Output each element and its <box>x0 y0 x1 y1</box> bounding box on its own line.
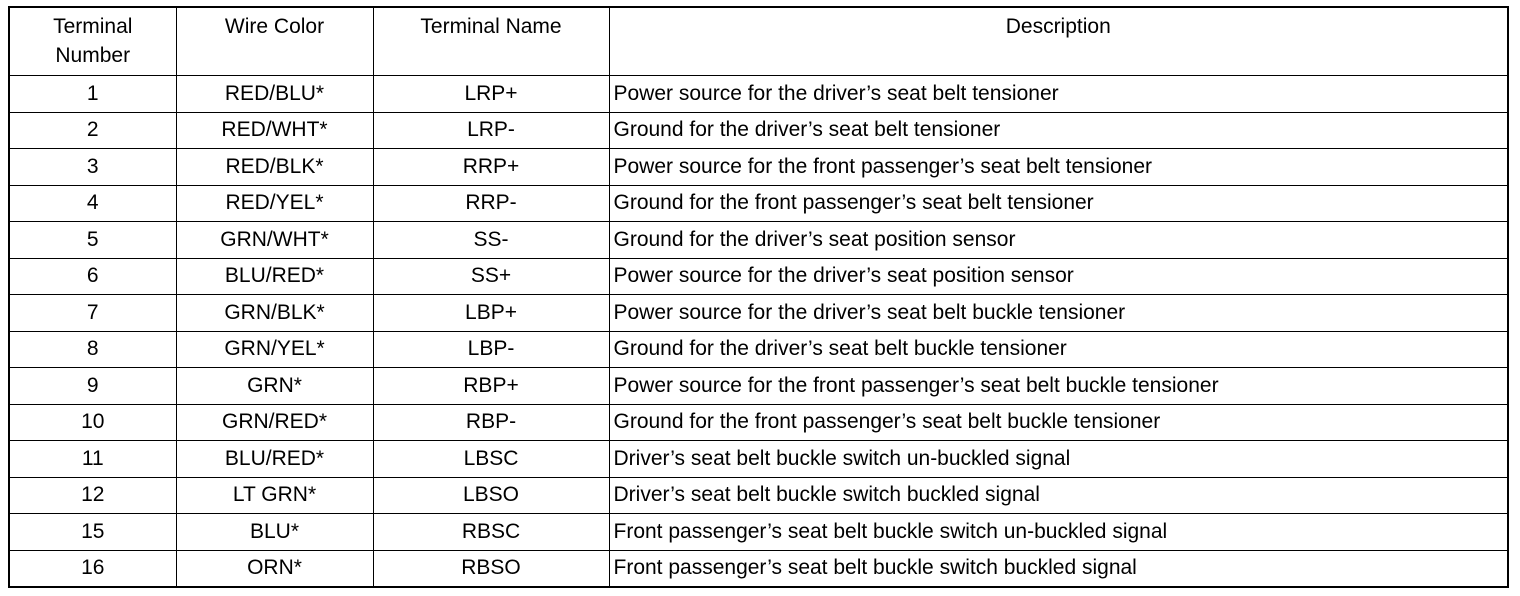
terminal-table-container <box>8 6 1509 588</box>
table-row <box>9 368 1508 405</box>
header-description: Description <box>609 7 1508 76</box>
terminal-number-cell: 2 <box>9 112 176 149</box>
header-row <box>9 7 1508 76</box>
terminal-name-cell: RBSO <box>373 550 609 587</box>
table-row <box>9 331 1508 368</box>
terminal-number-cell: 3 <box>9 149 176 186</box>
header-terminal-number: Terminal Number <box>9 7 176 76</box>
terminal-number-cell: 12 <box>9 477 176 514</box>
wire-color-cell: RED/BLK* <box>176 149 373 186</box>
wire-color-cell: GRN/RED* <box>176 404 373 441</box>
terminal-name-cell: LBSC <box>373 441 609 478</box>
wire-color-cell: BLU/RED* <box>176 258 373 295</box>
wire-color-cell: GRN* <box>176 368 373 405</box>
table-row <box>9 149 1508 186</box>
description-cell: Ground for the front passenger’s seat belt buckle tensioner <box>609 404 1508 441</box>
table-row <box>9 76 1508 113</box>
table-row <box>9 514 1508 551</box>
description-cell: Power source for the front passenger’s seat belt buckle tensioner <box>609 368 1508 405</box>
terminal-number-cell: 5 <box>9 222 176 259</box>
terminal-name-cell: RBP+ <box>373 368 609 405</box>
terminal-number-cell: 4 <box>9 185 176 222</box>
table-row <box>9 295 1508 332</box>
table-body <box>9 76 1508 588</box>
description-cell: Power source for the driver’s seat belt tensioner <box>609 76 1508 113</box>
terminal-number-cell: 9 <box>9 368 176 405</box>
terminal-name-cell: RBP- <box>373 404 609 441</box>
description-cell: Driver’s seat belt buckle switch un-buckled signal <box>609 441 1508 478</box>
terminal-name-cell: LRP+ <box>373 76 609 113</box>
terminal-number-cell: 7 <box>9 295 176 332</box>
description-cell: Power source for the driver’s seat position sensor <box>609 258 1508 295</box>
table-row <box>9 477 1508 514</box>
wire-color-cell: LT GRN* <box>176 477 373 514</box>
wire-color-cell: ORN* <box>176 550 373 587</box>
table-row <box>9 258 1508 295</box>
terminal-table <box>8 6 1509 588</box>
header-wire-color: Wire Color <box>176 7 373 76</box>
wire-color-cell: GRN/YEL* <box>176 331 373 368</box>
wire-color-cell: RED/BLU* <box>176 76 373 113</box>
table-row <box>9 404 1508 441</box>
terminal-number-cell: 1 <box>9 76 176 113</box>
terminal-name-cell: LRP- <box>373 112 609 149</box>
wire-color-cell: RED/YEL* <box>176 185 373 222</box>
table-row <box>9 222 1508 259</box>
header-terminal-name: Terminal Name <box>373 7 609 76</box>
terminal-name-cell: LBP+ <box>373 295 609 332</box>
description-cell: Power source for the front passenger’s seat belt tensioner <box>609 149 1508 186</box>
terminal-number-cell: 15 <box>9 514 176 551</box>
description-cell: Ground for the front passenger’s seat belt tensioner <box>609 185 1508 222</box>
terminal-name-cell: RRP+ <box>373 149 609 186</box>
table-row <box>9 441 1508 478</box>
terminal-name-cell: RRP- <box>373 185 609 222</box>
wire-color-cell: GRN/WHT* <box>176 222 373 259</box>
terminal-number-cell: 8 <box>9 331 176 368</box>
wire-color-cell: BLU* <box>176 514 373 551</box>
description-cell: Power source for the driver’s seat belt buckle tensioner <box>609 295 1508 332</box>
description-cell: Ground for the driver’s seat belt tensioner <box>609 112 1508 149</box>
description-cell: Front passenger’s seat belt buckle switch buckled signal <box>609 550 1508 587</box>
terminal-number-cell: 11 <box>9 441 176 478</box>
table-row <box>9 185 1508 222</box>
description-cell: Front passenger’s seat belt buckle switch un-buckled signal <box>609 514 1508 551</box>
table-row <box>9 550 1508 587</box>
description-cell: Ground for the driver’s seat belt buckle tensioner <box>609 331 1508 368</box>
terminal-name-cell: LBSO <box>373 477 609 514</box>
terminal-name-cell: LBP- <box>373 331 609 368</box>
description-cell: Driver’s seat belt buckle switch buckled signal <box>609 477 1508 514</box>
description-cell: Ground for the driver’s seat position sensor <box>609 222 1508 259</box>
terminal-number-cell: 10 <box>9 404 176 441</box>
table-header <box>9 7 1508 76</box>
terminal-name-cell: SS- <box>373 222 609 259</box>
terminal-number-cell: 16 <box>9 550 176 587</box>
terminal-number-cell: 6 <box>9 258 176 295</box>
wire-color-cell: RED/WHT* <box>176 112 373 149</box>
table-row <box>9 112 1508 149</box>
wire-color-cell: BLU/RED* <box>176 441 373 478</box>
terminal-name-cell: SS+ <box>373 258 609 295</box>
wire-color-cell: GRN/BLK* <box>176 295 373 332</box>
terminal-name-cell: RBSC <box>373 514 609 551</box>
